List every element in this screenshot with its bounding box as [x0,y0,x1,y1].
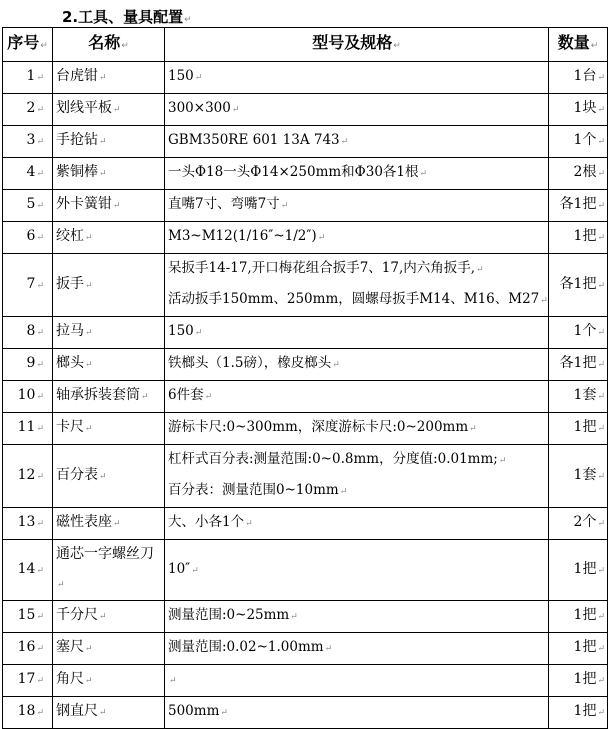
cell-name [53,381,165,413]
cell-name-text: 磁性表座 ↵ [56,514,121,530]
cell-qty [549,508,608,540]
cell-no [3,445,53,508]
cell-spec-text: 500mm ↵ [168,703,228,719]
cell-no-text: 7 ↵ [27,276,44,292]
cell-qty-text: 1个 ↵ [574,132,605,148]
cell-spec-text: 10″ ↵ [168,561,199,577]
cell-name [53,254,165,317]
table-row [3,158,608,190]
cell-spec-text: 测量范围:0.02~1.00mm ↵ [168,639,332,655]
cell-no-text: 8 ↵ [27,323,44,339]
table-row [3,508,608,540]
cell-name-text: 手抢钻 ↵ [56,132,107,148]
cell-spec-text: GBM350RE 601 13A 743 ↵ [168,132,348,148]
cell-no-text: 2 ↵ [27,100,44,116]
table-row [3,633,608,665]
cell-qty [549,445,608,508]
cell-qty [549,413,608,445]
table-row [3,697,608,729]
cell-qty [549,254,608,317]
cell-name [53,94,165,126]
cell-no-text: 10 ↵ [18,387,44,403]
table-row [3,445,608,508]
cell-qty [549,349,608,381]
cell-spec-text: 测量范围:0~25mm ↵ [168,607,298,623]
cell-name-text: 塞尺 ↵ [56,639,93,655]
cell-qty-text: 1把 ↵ [574,419,605,435]
cell-name-text: 台虎钳 ↵ [56,68,107,84]
cell-spec [165,62,549,94]
header-label: 序号 ↵ [7,33,48,52]
cell-name-text: 轴承拆装套筒 ↵ [56,387,149,403]
cell-qty-text: 各1把 ↵ [560,276,605,292]
section-title: 2.工具、量具配置 ↵ [62,6,192,27]
table-row [3,413,608,445]
table-header-row [3,28,608,62]
header-label: 数量 ↵ [558,33,599,52]
cell-qty-text: 1个 ↵ [574,323,605,339]
cell-no [3,254,53,317]
cell-name-text: 紫铜棒 ↵ [56,164,107,180]
cell-no-text: 6 ↵ [27,228,44,244]
cell-name-text: 钢直尺 ↵ [56,703,107,719]
cell-spec-text: 150 ↵ [168,323,202,339]
cell-qty [549,317,608,349]
table-row [3,254,608,317]
cell-no-text: 5 ↵ [27,196,44,212]
cell-spec-text [168,671,177,687]
cell-name-text: 外卡簧钳 ↵ [56,196,121,212]
cell-spec [165,540,549,601]
cell-no-text: 16 ↵ [18,639,44,655]
cell-qty-text: 1把 ↵ [574,228,605,244]
cell-no-text: 18 ↵ [18,703,44,719]
cell-no [3,158,53,190]
cell-spec-text: 直嘴7寸、弯嘴7寸 ↵ [168,196,288,212]
table-row [3,126,608,158]
cell-spec-text: 铁榔头（1.5磅），橡皮榔头 ↵ [168,355,340,371]
cell-spec-text: 呆扳手14-17,开口梅花组合扳手7、17,内六角扳手, ↵ [168,260,484,276]
cell-qty [549,190,608,222]
cell-name [53,540,165,601]
cell-spec [165,126,549,158]
cell-no [3,222,53,254]
cell-spec-text: 大、小各1个 ↵ [168,514,253,530]
cell-qty-text: 1把 ↵ [574,607,605,623]
cell-name [53,62,165,94]
cell-qty-text: 1把 ↵ [574,703,605,719]
cell-no-text: 4 ↵ [27,164,44,180]
table-row [3,62,608,94]
header-qty [549,28,608,62]
cell-spec [165,381,549,413]
cell-qty-text: 1套 ↵ [574,467,605,483]
cell-qty-text: 1块 ↵ [574,100,605,116]
cell-qty-text: 1台 ↵ [574,68,605,84]
header-label: 型号及规格 ↵ [312,33,401,52]
cell-no [3,349,53,381]
cell-name-text: 拉马 ↵ [56,323,93,339]
header-name [53,28,165,62]
cell-name [53,445,165,508]
cell-qty-text: 1把 ↵ [574,671,605,687]
cell-qty-text: 2个 ↵ [574,514,605,530]
cell-no [3,126,53,158]
cell-no [3,633,53,665]
cell-name-text: 划线平板 ↵ [56,100,121,116]
cell-spec-text: 游标卡尺:0~300mm，深度游标卡尺:0~200mm ↵ [168,419,477,435]
table-row [3,349,608,381]
cell-spec [165,413,549,445]
cell-name [53,317,165,349]
cell-name [53,508,165,540]
cell-name-text: 卡尺 ↵ [56,419,93,435]
cell-qty-text: 各1把 ↵ [560,355,605,371]
header-no [3,28,53,62]
cell-no [3,381,53,413]
cell-qty [549,601,608,633]
cell-no-text: 13 ↵ [18,514,44,530]
cell-no [3,540,53,601]
cell-spec-text: M3~M12(1/16″~1/2″) ↵ [168,228,325,244]
cell-no-text: 3 ↵ [27,132,44,148]
cell-spec [165,697,549,729]
cell-no-text: 12 ↵ [18,467,44,483]
cell-name-text: 百分表 ↵ [56,467,107,483]
cell-spec [165,94,549,126]
cell-name-text: 绞杠 ↵ [56,228,93,244]
cell-qty [549,158,608,190]
cell-qty [549,633,608,665]
cell-spec [165,190,549,222]
cell-name [53,190,165,222]
cell-spec [165,254,549,317]
cell-qty [549,381,608,413]
table-row [3,317,608,349]
cell-qty [549,697,608,729]
cell-qty [549,94,608,126]
cell-spec [165,633,549,665]
cell-no [3,190,53,222]
header-spec [165,28,549,62]
cell-spec [165,508,549,540]
cell-qty-text: 1套 ↵ [574,387,605,403]
cell-qty [549,540,608,601]
cell-name-text: 榔头 ↵ [56,355,93,371]
cell-name [53,158,165,190]
header-label: 名称 ↵ [88,33,129,52]
cell-no-text: 14 ↵ [18,561,44,577]
tools-table [2,27,608,729]
cell-qty [549,665,608,697]
cell-name-text: 千分尺 ↵ [56,607,107,623]
cell-name [53,222,165,254]
cell-spec-text: 150 ↵ [168,68,202,84]
cell-qty [549,62,608,94]
cell-no-text: 1 ↵ [27,68,44,84]
table-row [3,381,608,413]
cell-no [3,697,53,729]
cell-name-text: 角尺 ↵ [56,671,93,687]
cell-name [53,665,165,697]
cell-no-text: 17 ↵ [18,671,44,687]
cell-qty-text: 1把 ↵ [574,639,605,655]
cell-name-text: 扳手 ↵ [56,276,93,292]
cell-name [53,697,165,729]
cell-name [53,633,165,665]
cell-no [3,601,53,633]
cell-spec [165,317,549,349]
cell-spec-text: 300×300 ↵ [168,100,239,116]
table-row [3,94,608,126]
cell-no [3,508,53,540]
cell-spec [165,158,549,190]
cell-no [3,62,53,94]
cell-name-text: 通芯一字螺丝刀 ↵ [56,546,154,591]
cell-qty [549,126,608,158]
cell-spec-text: 杠杆式百分表:测量范围:0~0.8mm，分度值:0.01mm; ↵ [168,451,506,467]
cell-no-text: 15 ↵ [18,607,44,623]
cell-no [3,317,53,349]
cell-name [53,601,165,633]
cell-spec [165,349,549,381]
cell-spec [165,665,549,697]
table-row [3,190,608,222]
table-row [3,222,608,254]
cell-qty-text: 2根 ↵ [574,164,605,180]
cell-qty-text: 1把 ↵ [574,561,605,577]
cell-spec [165,601,549,633]
cell-name [53,126,165,158]
cell-qty [549,222,608,254]
cell-spec [165,445,549,508]
table-row [3,601,608,633]
cell-name [53,413,165,445]
cell-name [53,349,165,381]
cell-spec-text-2: 百分表：测量范围0~10mm ↵ [168,482,347,498]
cell-spec-text-2: 活动扳手150mm、250mm，圆螺母扳手M14、M16、M27 ↵ [168,291,548,307]
cell-no-text: 9 ↵ [27,355,44,371]
cell-qty-text: 各1把 ↵ [560,196,605,212]
cell-no-text: 11 ↵ [18,419,44,435]
cell-no [3,413,53,445]
table-row [3,540,608,601]
cell-spec-text: 6件套 ↵ [168,387,212,403]
cell-no [3,665,53,697]
table-row [3,665,608,697]
cell-spec-text: 一头Φ18一头Φ14×250mm和Φ30各1根 ↵ [168,164,427,180]
cell-spec [165,222,549,254]
cell-no [3,94,53,126]
